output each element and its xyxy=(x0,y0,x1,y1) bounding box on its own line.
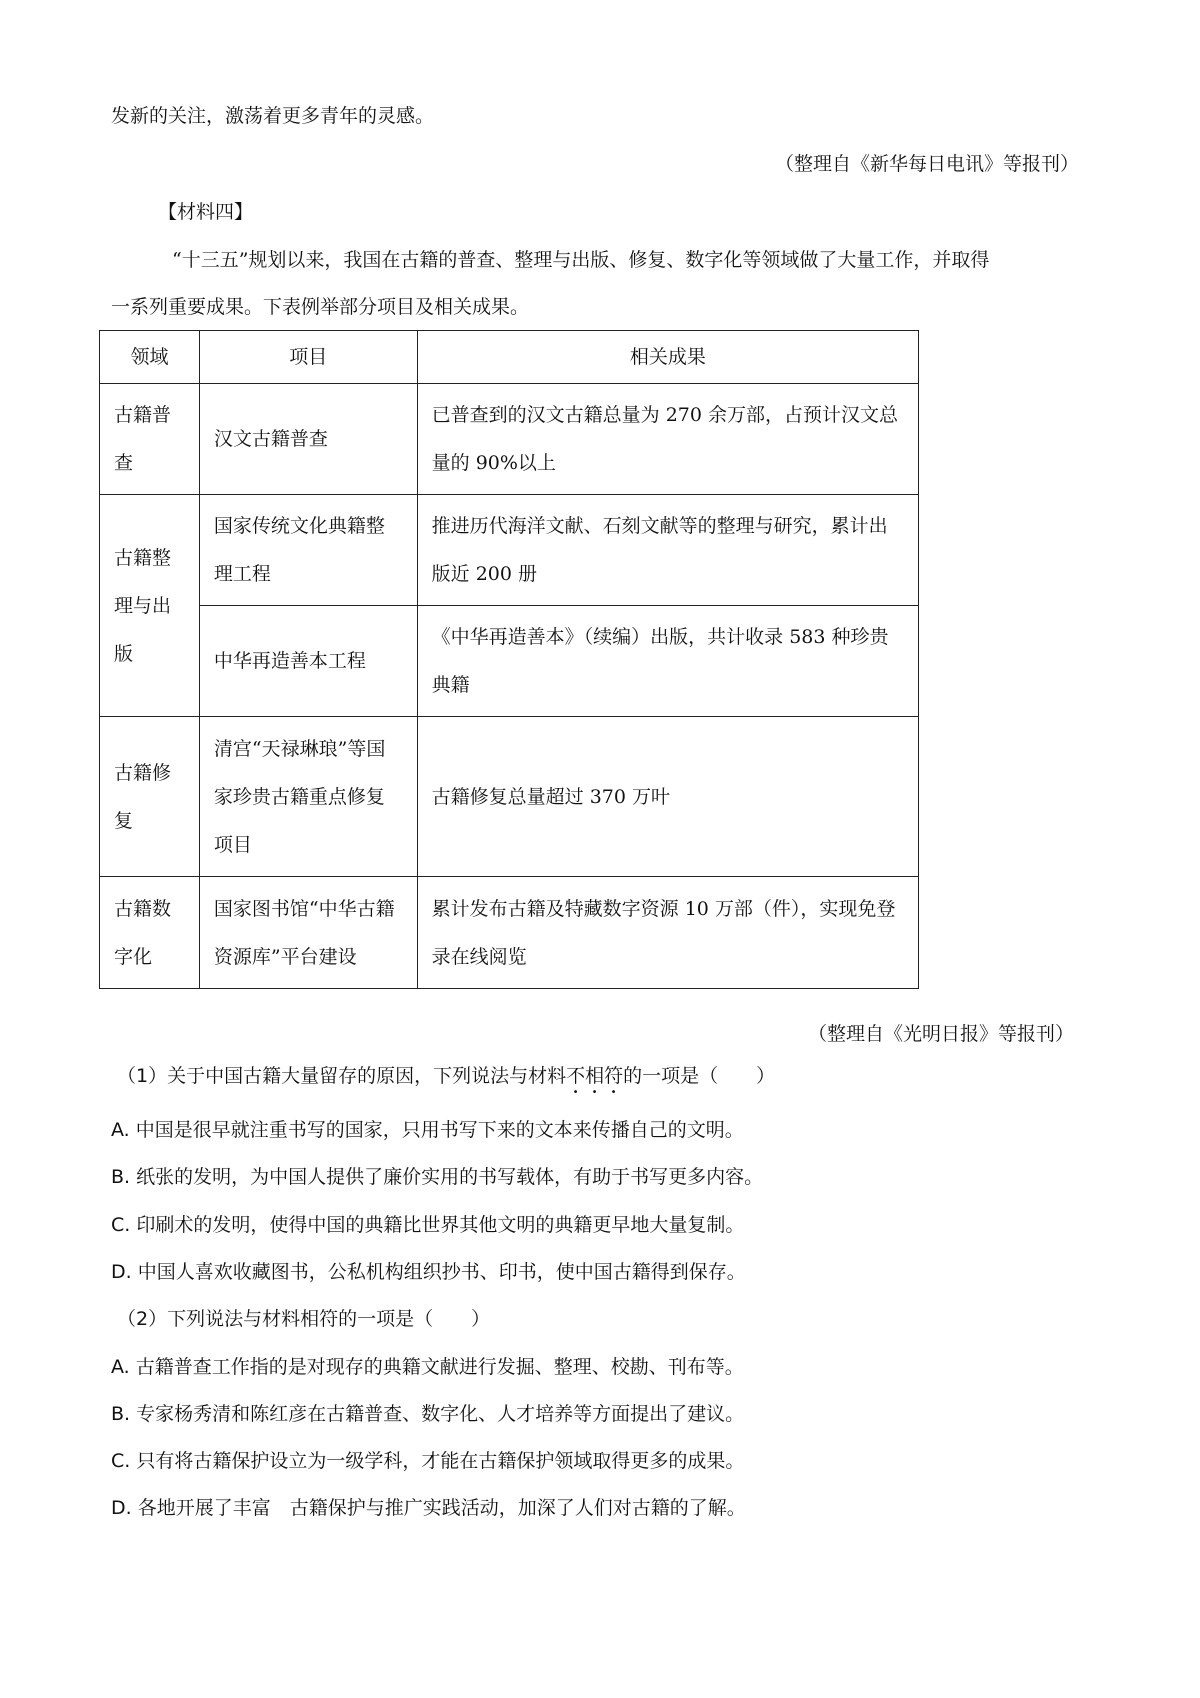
table-row xyxy=(100,877,919,989)
results-table xyxy=(99,330,919,989)
stem-text: （1）关于中国古籍大量留存的原因，下列说法与材料 xyxy=(117,1065,567,1087)
domain-cell: 古籍数字化 xyxy=(100,877,200,989)
paragraph-line: 一系列重要成果。下表例举部分项目及相关成果。 xyxy=(111,296,530,318)
project-cell: 国家图书馆“中华古籍资源库”平台建设 xyxy=(199,877,417,989)
option-b: B. 纸张的发明，为中国人提供了廉价实用的书写载体，有助于书写更多内容。 xyxy=(111,1166,764,1188)
project-cell: 汉文古籍普查 xyxy=(199,384,417,495)
option-a: A. 中国是很早就注重书写的国家，只用书写下来的文本来传播自己的文明。 xyxy=(111,1119,744,1141)
option-a: A. 古籍普查工作指的是对现存的典籍文献进行发掘、整理、校勘、刊布等。 xyxy=(111,1356,744,1378)
option-c: C. 只有将古籍保护设立为一级学科，才能在古籍保护领域取得更多的成果。 xyxy=(111,1450,745,1472)
project-cell: 中华再造善本工程 xyxy=(199,606,417,717)
header-cell: 领域 xyxy=(100,331,200,384)
result-cell: 已普查到的汉文古籍总量为 270 余万部，占预计汉文总量的 90%以上 xyxy=(417,384,918,495)
intro-tail-text: 发新的关注，激荡着更多青年的灵感。 xyxy=(111,105,435,127)
project-cell: 清宫“天禄琳琅”等国家珍贵古籍重点修复项目 xyxy=(199,717,417,877)
option-d: D. 各地开展了丰富 古籍保护与推广实践活动，加深了人们对古籍的了解。 xyxy=(111,1497,746,1519)
table-row xyxy=(100,384,919,495)
question-2-stem: （2）下列说法与材料相符的一项是（ ） xyxy=(117,1308,491,1330)
question-1-stem xyxy=(117,1064,775,1098)
header-cell: 相关成果 xyxy=(417,331,918,384)
result-cell: 推进历代海洋文献、石刻文献等的整理与研究，累计出版近 200 册 xyxy=(417,495,918,606)
emphasized-text: 不相符 xyxy=(566,1065,624,1087)
result-cell: 累计发布古籍及特藏数字资源 10 万部（件），实现免登录在线阅览 xyxy=(417,877,918,989)
source-note: （整理自《新华每日电讯》等报刊） xyxy=(775,153,1080,175)
project-cell: 国家传统文化典籍整理工程 xyxy=(199,495,417,606)
stem-text: 的一项是（ ） xyxy=(623,1065,776,1087)
domain-cell: 古籍整理与出版 xyxy=(100,495,200,717)
domain-cell: 古籍修复 xyxy=(100,717,200,877)
table-row xyxy=(100,495,919,606)
source-note: （整理自《光明日报》等报刊） xyxy=(808,1023,1075,1045)
domain-cell: 古籍普查 xyxy=(100,384,200,495)
result-cell: 古籍修复总量超过 370 万叶 xyxy=(417,717,918,877)
table-row xyxy=(100,606,919,717)
header-cell: 项目 xyxy=(199,331,417,384)
table-row xyxy=(100,717,919,877)
option-d: D. 中国人喜欢收藏图书，公私机构组织抄书、印书，使中国古籍得到保存。 xyxy=(111,1261,746,1283)
result-cell: 《中华再造善本》（续编）出版，共计收录 583 种珍贵典籍 xyxy=(417,606,918,717)
table-header-row xyxy=(100,331,919,384)
section-title: 【材料四】 xyxy=(158,201,254,223)
paragraph-line: “十三五”规划以来，我国在古籍的普查、整理与出版、修复、数字化等领域做了大量工作，并取得 xyxy=(172,249,990,271)
option-c: C. 印刷术的发明，使得中国的典籍比世界其他文明的典籍更早地大量复制。 xyxy=(111,1214,745,1236)
option-b: B. 专家杨秀清和陈红彦在古籍普查、数字化、人才培养等方面提出了建议。 xyxy=(111,1403,745,1425)
